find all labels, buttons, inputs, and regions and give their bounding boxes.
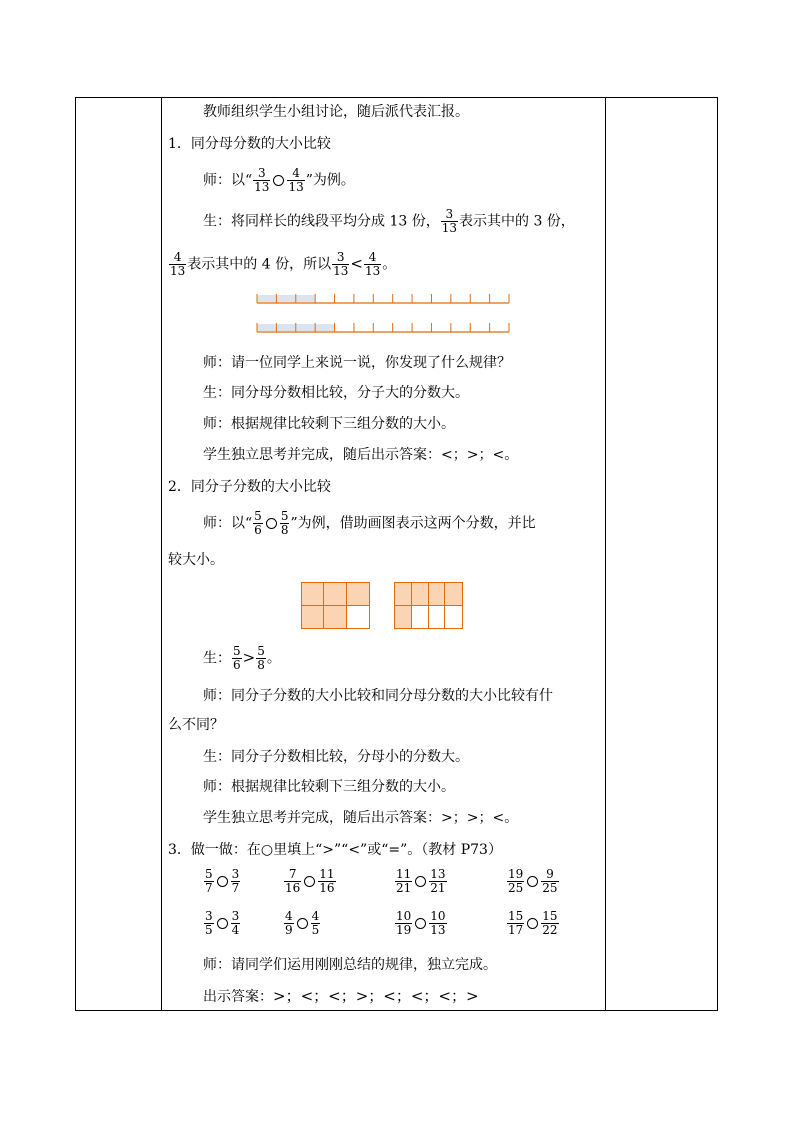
- fraction: [284, 868, 301, 895]
- grid-5-of-8: [394, 582, 463, 629]
- numerator: 3: [205, 909, 213, 923]
- segment-4-of-13: [256, 322, 510, 334]
- answer-list: >；<；<；>；<；<；<；>: [273, 987, 479, 1005]
- grid-cell: [347, 606, 369, 629]
- grid-cell: [324, 606, 346, 629]
- label: 表示其中的 3 份，: [459, 213, 575, 230]
- section1-student-line2: [168, 251, 396, 278]
- section1-student-rule: 生：同分母分数相比较，分子大的分数大。: [203, 385, 469, 401]
- fraction: [441, 208, 458, 235]
- less-than-sign: <: [350, 254, 363, 273]
- label: 生：将同样长的线段平均分成 13 份，: [203, 213, 440, 230]
- answer-circle-icon[interactable]: [217, 918, 228, 929]
- fraction: [541, 910, 558, 937]
- label: 师：以“: [203, 515, 253, 532]
- grid-cell: [429, 606, 446, 629]
- section3-answers: [203, 986, 479, 1007]
- numerator: 3: [441, 208, 458, 222]
- label: 出示答案：: [203, 989, 273, 1005]
- denominator: 5: [205, 923, 213, 937]
- segment-fill: [257, 295, 315, 302]
- numerator: 15: [508, 909, 524, 923]
- denominator: 16: [285, 881, 301, 895]
- answer-circle-icon[interactable]: [415, 918, 426, 929]
- grid-cell: [324, 583, 346, 606]
- greater-than-sign: >: [242, 648, 256, 667]
- section2-teacher-question: 师：同分子分数的大小比较和同分母分数的大小比较有什: [203, 688, 553, 704]
- fraction: [253, 510, 263, 537]
- column-divider-left: [161, 98, 162, 1010]
- grid-cell: [412, 583, 429, 606]
- grid-cell: [412, 606, 429, 629]
- denominator: 7: [231, 881, 240, 895]
- denominator: 4: [231, 923, 240, 937]
- denominator: 16: [319, 881, 335, 895]
- grid-cell: [347, 583, 369, 606]
- fraction: [507, 910, 524, 937]
- numerator: 7: [284, 868, 301, 882]
- fraction: [169, 251, 186, 278]
- compare-circle-icon: [266, 518, 277, 529]
- label: 。: [382, 256, 397, 273]
- label: 表示其中的 4 份，所以: [187, 256, 332, 273]
- denominator: 19: [396, 923, 412, 937]
- grid-cell: [302, 583, 324, 606]
- section2-teacher-example: [203, 510, 536, 537]
- section1-teacher-question: 师：请一位同学上来说一说，你发现了什么规律？: [203, 355, 511, 371]
- denominator: 25: [542, 881, 558, 895]
- exercise-item: [283, 868, 337, 895]
- section3-title: 3．做一做：在○里填上“>”“<”或“=”。（教材 P73）: [168, 842, 502, 858]
- numerator: 5: [254, 509, 262, 523]
- fraction: [231, 910, 241, 937]
- label: ”为例，借助画图表示这两个分数，并比: [290, 515, 536, 532]
- fraction: [311, 910, 321, 937]
- fraction: [280, 510, 290, 537]
- numerator: 13: [430, 867, 446, 881]
- denominator: 21: [430, 881, 446, 895]
- segment-3-of-13: [256, 293, 510, 305]
- answer-circle-icon[interactable]: [217, 876, 228, 887]
- fraction: [429, 910, 446, 937]
- section3-teacher-task: 师：请同学们运用刚刚总结的规律，独立完成。: [203, 957, 497, 973]
- numerator: 10: [396, 909, 412, 923]
- fraction: [429, 868, 446, 895]
- intro-text: 教师组织学生小组讨论，随后派代表汇报。: [203, 104, 469, 120]
- section1-teacher-example: [203, 167, 355, 194]
- section2-teacher-task: 师：根据规律比较剩下三组分数的大小。: [203, 779, 455, 795]
- grid-cell: [445, 583, 462, 606]
- fraction: [364, 251, 381, 278]
- denominator: 13: [254, 180, 270, 194]
- section2-student-compare: [203, 645, 281, 672]
- answer-circle-icon[interactable]: [415, 876, 426, 887]
- fraction: [318, 868, 335, 895]
- numerator: 3: [253, 167, 270, 181]
- answer-circle-icon[interactable]: [304, 876, 315, 887]
- section2-student-rule: 生：同分子分数相比较，分母小的分数大。: [203, 749, 469, 765]
- section2-title: 2．同分子分数的大小比较: [168, 479, 331, 495]
- label: 师：以“: [203, 172, 253, 189]
- denominator: 9: [285, 923, 293, 937]
- numerator: 19: [508, 867, 524, 881]
- numerator: 4: [169, 251, 186, 265]
- denominator: 25: [508, 881, 524, 895]
- numerator: 4: [364, 251, 381, 265]
- numerator: 3: [231, 909, 240, 923]
- section1-student-line1: [203, 208, 575, 235]
- numerator: 5: [257, 644, 265, 658]
- numerator: 4: [285, 909, 293, 923]
- grid-cell: [395, 583, 412, 606]
- fraction: [395, 910, 412, 937]
- denominator: 13: [170, 264, 186, 278]
- numerator: 3: [231, 867, 240, 881]
- exercise-item: [203, 910, 241, 937]
- section1-teacher-task: 师：根据规律比较剩下三组分数的大小。: [203, 416, 455, 432]
- answer-circle-icon[interactable]: [297, 918, 308, 929]
- denominator: 6: [233, 658, 241, 672]
- numerator: 4: [311, 909, 320, 923]
- denominator: 6: [254, 523, 262, 537]
- exercise-item: [283, 910, 321, 937]
- numerator: 3: [332, 251, 349, 265]
- section1-title: 1．同分母分数的大小比较: [168, 136, 331, 152]
- column-divider-right: [605, 98, 606, 1010]
- numerator: 5: [233, 644, 241, 658]
- numerator: 4: [287, 167, 304, 181]
- denominator: 8: [257, 658, 265, 672]
- numerator: 5: [280, 509, 289, 523]
- denominator: 13: [364, 264, 381, 278]
- denominator: 8: [280, 523, 289, 537]
- numerator: 11: [396, 867, 412, 881]
- denominator: 17: [508, 923, 524, 937]
- denominator: 5: [311, 923, 320, 937]
- answer-circle-icon[interactable]: [527, 918, 538, 929]
- exercise-item: [394, 910, 448, 937]
- label: 。: [266, 650, 281, 667]
- section2-teacher-example-cont: 较大小。: [168, 552, 224, 568]
- denominator: 13: [430, 923, 446, 937]
- label: 生：: [203, 650, 231, 667]
- grid-cell: [302, 606, 324, 629]
- denominator: 7: [205, 881, 213, 895]
- fraction: [256, 645, 266, 672]
- exercise-item: [203, 868, 241, 895]
- section1-answers: 学生独立思考并完成，随后出示答案：<；>；<。: [203, 447, 519, 463]
- grid-cell: [429, 583, 446, 606]
- label: ”为例。: [305, 172, 355, 189]
- section2-teacher-question-cont: 么不同？: [168, 717, 224, 733]
- answer-circle-icon[interactable]: [527, 876, 538, 887]
- fraction: [541, 868, 558, 895]
- compare-circle-icon: [273, 175, 284, 186]
- grid-cell: [445, 606, 462, 629]
- fraction: [204, 910, 214, 937]
- denominator: 13: [441, 221, 457, 235]
- exercise-item: [506, 910, 560, 937]
- fraction: [253, 167, 270, 194]
- grid-5-of-6: [301, 582, 370, 629]
- grid-cell: [395, 606, 412, 629]
- fraction: [232, 645, 242, 672]
- numerator: 10: [430, 909, 446, 923]
- fraction: [507, 868, 524, 895]
- fraction: [287, 167, 304, 194]
- fraction: [284, 910, 294, 937]
- exercise-item: [506, 868, 560, 895]
- denominator: 22: [542, 923, 558, 937]
- fraction: [332, 251, 349, 278]
- numerator: 9: [541, 868, 558, 882]
- fraction: [204, 868, 214, 895]
- fraction: [231, 868, 241, 895]
- denominator: 13: [333, 264, 349, 278]
- denominator: 21: [396, 881, 412, 895]
- section2-answers: 学生独立思考并完成，随后出示答案：>；>；<。: [203, 810, 519, 826]
- fraction: [395, 868, 412, 895]
- numerator: 11: [319, 867, 335, 881]
- numerator: 15: [542, 909, 558, 923]
- denominator: 13: [288, 180, 304, 194]
- numerator: 5: [205, 867, 213, 881]
- exercise-item: [394, 868, 448, 895]
